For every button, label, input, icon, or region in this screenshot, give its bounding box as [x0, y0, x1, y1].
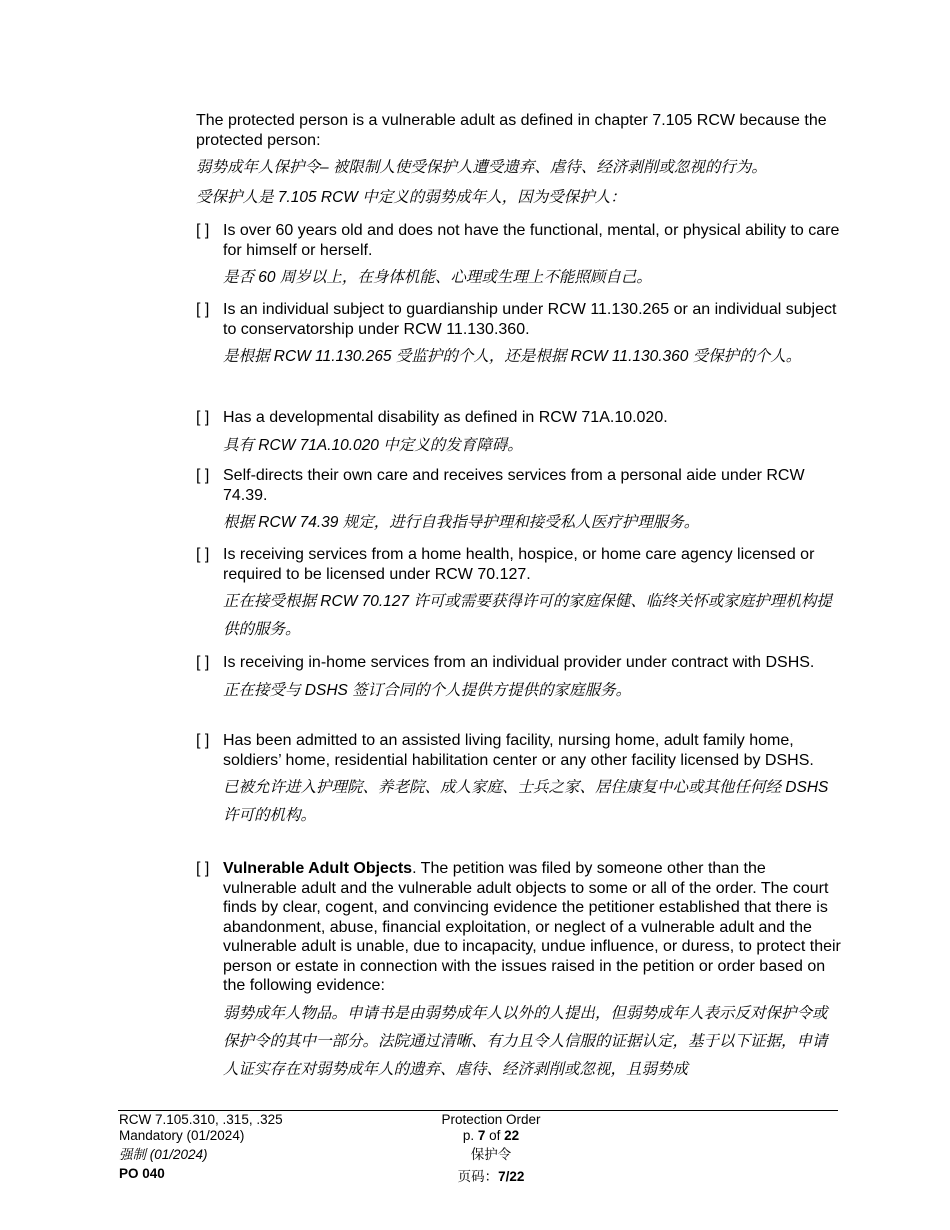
footer-mandatory: Mandatory (01/2024): [119, 1128, 245, 1143]
criterion-text-zh: 已被允许进入护理院、养老院、成人家庭、士兵之家、居住康复中心或其他任何经 DSHS 许可的机构。: [223, 779, 829, 824]
page-current: 7: [477, 1128, 486, 1143]
page-total: 22: [504, 1128, 520, 1143]
criterion-heading: Vulnerable Adult Objects: [223, 860, 413, 877]
page-label-zh: 页码：: [457, 1169, 499, 1184]
criterion-text-zh: 是根据 RCW 11.130.265 受监护的个人，还是根据 RCW 11.130.360 受保护的个人。: [223, 348, 802, 365]
footer-statute: RCW 7.105.310, .315, .325: [119, 1112, 283, 1127]
criterion-self-directed-care: [196, 466, 841, 537]
criterion-facility: [196, 731, 841, 830]
footer-page-number-zh: [426, 1166, 556, 1188]
criterion-text-zh: 是否 60 周岁以上，在身体机能、心理或生理上不能照顾自己。: [223, 269, 652, 286]
criterion-text: Has been admitted to an assisted living facility, nursing home, adult family home, soldiers’ home, residential habilitation center or any other facility licensed by DSHS.: [223, 732, 814, 769]
footer-page-number: [426, 1128, 556, 1144]
intro-text: The protected person is a vulnerable adult as defined in chapter 7.105 RCW because the protected person:: [196, 112, 827, 149]
criterion-text: Is receiving services from a home health, hospice, or home care agency licensed or required to be licensed under RCW 70.127.: [223, 546, 815, 583]
intro: [196, 111, 846, 212]
checkbox[interactable]: [ ]: [196, 409, 210, 426]
checkbox[interactable]: [ ]: [196, 222, 210, 239]
checkbox[interactable]: [ ]: [196, 467, 210, 484]
criterion-text: Is receiving in-home services from an individual provider under contract with DSHS.: [223, 654, 815, 671]
page-zh: 7/22: [498, 1169, 525, 1184]
intro-zh-title: 弱势成年人保护令– 被限制人使受保护人遭受遗弃、虐待、经济剥削或忽视的行为。: [196, 159, 767, 176]
footer-title: Protection Order: [441, 1112, 541, 1127]
page-prefix: p.: [462, 1128, 475, 1143]
criterion-disability: [196, 408, 841, 460]
criterion-age: [196, 221, 841, 292]
page-footer: [118, 1110, 838, 1184]
criterion-text: Self-directs their own care and receives services from a personal aide under RCW 74.39.: [223, 467, 805, 504]
criterion-text-zh: 根据 RCW 74.39 规定，进行自我指导护理和接受私人医疗护理服务。: [223, 514, 700, 531]
checkbox[interactable]: [ ]: [196, 546, 210, 563]
checkbox[interactable]: [ ]: [196, 860, 210, 877]
criterion-text-zh: 具有 RCW 71A.10.020 中定义的发育障碍。: [223, 436, 523, 454]
criterion-text: Has a developmental disability as defined in RCW 71A.10.020.: [223, 409, 668, 426]
checkbox[interactable]: [ ]: [196, 654, 210, 671]
criterion-text: Is over 60 years old and does not have the functional, mental, or physical ability to care for himself or herself.: [223, 222, 840, 259]
footer-mandatory-zh: 强制 (01/2024): [119, 1147, 208, 1162]
criterion-text-zh: 正在接受根据 RCW 70.127 许可或需要获得许可的家庭保健、临终关怀或家庭护理机构提供的服务。: [223, 593, 832, 638]
criterion-text: Is an individual subject to guardianship under RCW 11.130.265 or an individual subject to conservatorship under RCW 11.130.360.: [223, 301, 837, 338]
criterion-vulnerable-adult-objects: [196, 859, 841, 1084]
criterion-in-home-services: [196, 653, 841, 705]
criterion-guardianship: [196, 300, 841, 371]
footer-form-number: PO 040: [119, 1166, 165, 1181]
intro-zh-text: 受保护人是 7.105 RCW 中定义的弱势成年人，因为受保护人：: [196, 189, 626, 206]
criterion-text-zh: 正在接受与 DSHS 签订合同的个人提供方提供的家庭服务。: [223, 681, 632, 699]
page-of: of: [489, 1128, 501, 1143]
criterion-home-health: [196, 545, 841, 644]
checkbox[interactable]: [ ]: [196, 301, 210, 318]
criterion-text: . The petition was filed by someone other than the vulnerable adult and the vulnerable adult objects to some or all of the order. The court finds by clear, cogent, and convincing evidence the petitioner established that there is abandonment, abuse, financial exploitation, or neglect of a vulnerable adult and the vulnerable adult is unable, due to incapacity, undue influence, or duress, to protect their person or estate in connection with the issues raised in the petition or order based on the following evidence:: [223, 860, 841, 994]
footer-title-zh: 保护令: [470, 1147, 512, 1162]
criterion-text-zh: 弱势成年人物品。申请书是由弱势成年人以外的人提出，但弱势成年人表示反对保护令或保护令的其中一部分。法院通过清晰、有力且令人信服的证据认定，基于以下证据，申请人证实存在对弱势成年人的遗弃、虐待、经济剥削或忽视，且弱势成: [223, 1004, 828, 1078]
checkbox[interactable]: [ ]: [196, 732, 210, 749]
